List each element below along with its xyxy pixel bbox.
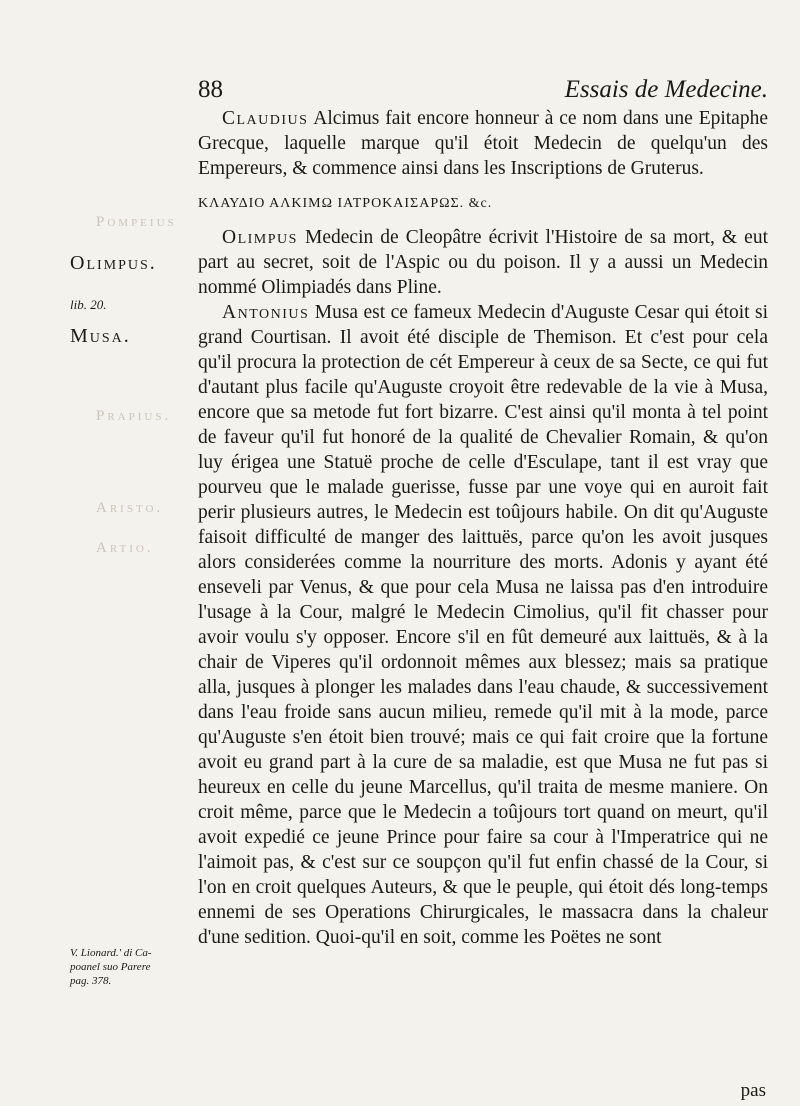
paragraph-claudius bbox=[198, 106, 768, 181]
main-text bbox=[198, 106, 768, 950]
margin-note-line: V. Lionard.' di Ca- bbox=[70, 947, 152, 959]
name-olimpus: Olimpus bbox=[222, 227, 298, 248]
name-claudius: Claudius bbox=[222, 108, 309, 129]
page-number: 88 bbox=[198, 76, 223, 103]
show-through-text: Prapius. bbox=[96, 408, 172, 424]
margin-note-line: poanel suo Parere bbox=[70, 961, 151, 973]
paragraph-antonius bbox=[198, 300, 768, 950]
paragraph-text: Musa est ce fameux Medecin d'Auguste Cesar qui étoit si grand Courtisan. Il avoit été disciple de Themison. Et c'est pour cela qu'il procura la protection de cét Empereur à ceux de sa Secte, ce qui fut d'autant plus facile qu'Auguste croyoit être redevable de la vie à Musa, encore que sa metode fut fort bizarre. C'est ainsi qu'il monta à tel point de faveur qu'il fut honoré de la qualité de Chevalier Romain, & qu'on luy érigea une Statuë proche de celle d'Esculape, tant il est vray que pourveu que le malade guerisse, fusse par une voye qui en auroit fait perir plusieurs autres, le Medecin est toûjours habile. On dit qu'Auguste faisoit difficulté de manger des laittuës, parce qu'on les avoit jusques alors considerées comme la nourriture des morts. Adonis y ayant été enseveli par Venus, & que pour cela Musa ne laissa pas d'en introduire l'usage à la Cour, malgré le Medecin Cimolius, qu'il fit chasser pour avoir voulu s'y opposer. Encore s'il en fût demeuré aux laittuës, & à la chair de Viperes qu'il ordonnoit mêmes aux blessez; mais sa pratique alla, jusques à plonger les malades dans l'eau chaude, & successivement dans l'eau froide sans aucun milieu, remede qu'il mit à la mode, parce qu'Auguste s'en étoit bien trouvé; mais ce qui fait croire que la fortune avoit eu grand part à la cure de sa maladie, est que Musa ne fut pas si heureux en celle du jeune Marcellus, qu'il traita de mesme maniere. On croit même, parce que le Medecin a toûjours tort quand on meurt, qu'il avoit expedié ce jeune Prince pour faire sa cour à l'Imperatrice qui ne l'aimoit pas, & c'est sur ce soupçon qu'il fut enfin chassé de la Cour, si l'on en croit quelques Auteurs, & que le peuple, qui étoit dés long-temps ennemi de ses Operations Chirurgicales, le massacra dans la chaleur d'une sedition. Quoi-qu'il en soit, comme les Poëtes ne sont bbox=[198, 302, 768, 948]
margin-note-lionardi bbox=[70, 946, 152, 988]
page-header bbox=[198, 76, 768, 108]
show-through-text: Aristo. bbox=[96, 500, 164, 516]
margin-note-olimpus: Olimpus. bbox=[70, 252, 157, 274]
paragraph-text: Alcimus fait encore honneur à ce nom dans une Epitaphe Grecque, laquelle marque qu'il étoit Medecin de quelqu'un des Empereurs, & commence ainsi dans les Inscriptions de Gruterus. bbox=[198, 108, 768, 179]
margin-note-line: pag. 378. bbox=[70, 975, 112, 987]
margin-note-reference: lib. 20. bbox=[70, 297, 107, 312]
margin-note-musa: Musa. bbox=[70, 325, 131, 347]
running-title: Essais de Medecine. bbox=[564, 76, 768, 103]
show-through-text: Pompeius bbox=[96, 214, 177, 230]
paragraph-olimpus bbox=[198, 225, 768, 300]
paragraph-text: Medecin de Cleopâtre écrivit l'Histoire de sa mort, & eut part au secret, soit de l'Aspic ou du poison. Il y a aussi un Medecin nommé Olimpiadés dans Pline. bbox=[198, 227, 768, 298]
catchword: pas bbox=[740, 1080, 766, 1101]
show-through-text: Artio. bbox=[96, 540, 154, 556]
greek-inscription: ΚΛΑΥΔΙΟ ΑΛΚΙΜΩ ΙΑΤΡΟΚΑΙΣΑΡΩΣ. &c. bbox=[198, 196, 493, 211]
name-antonius: Antonius bbox=[222, 302, 310, 323]
